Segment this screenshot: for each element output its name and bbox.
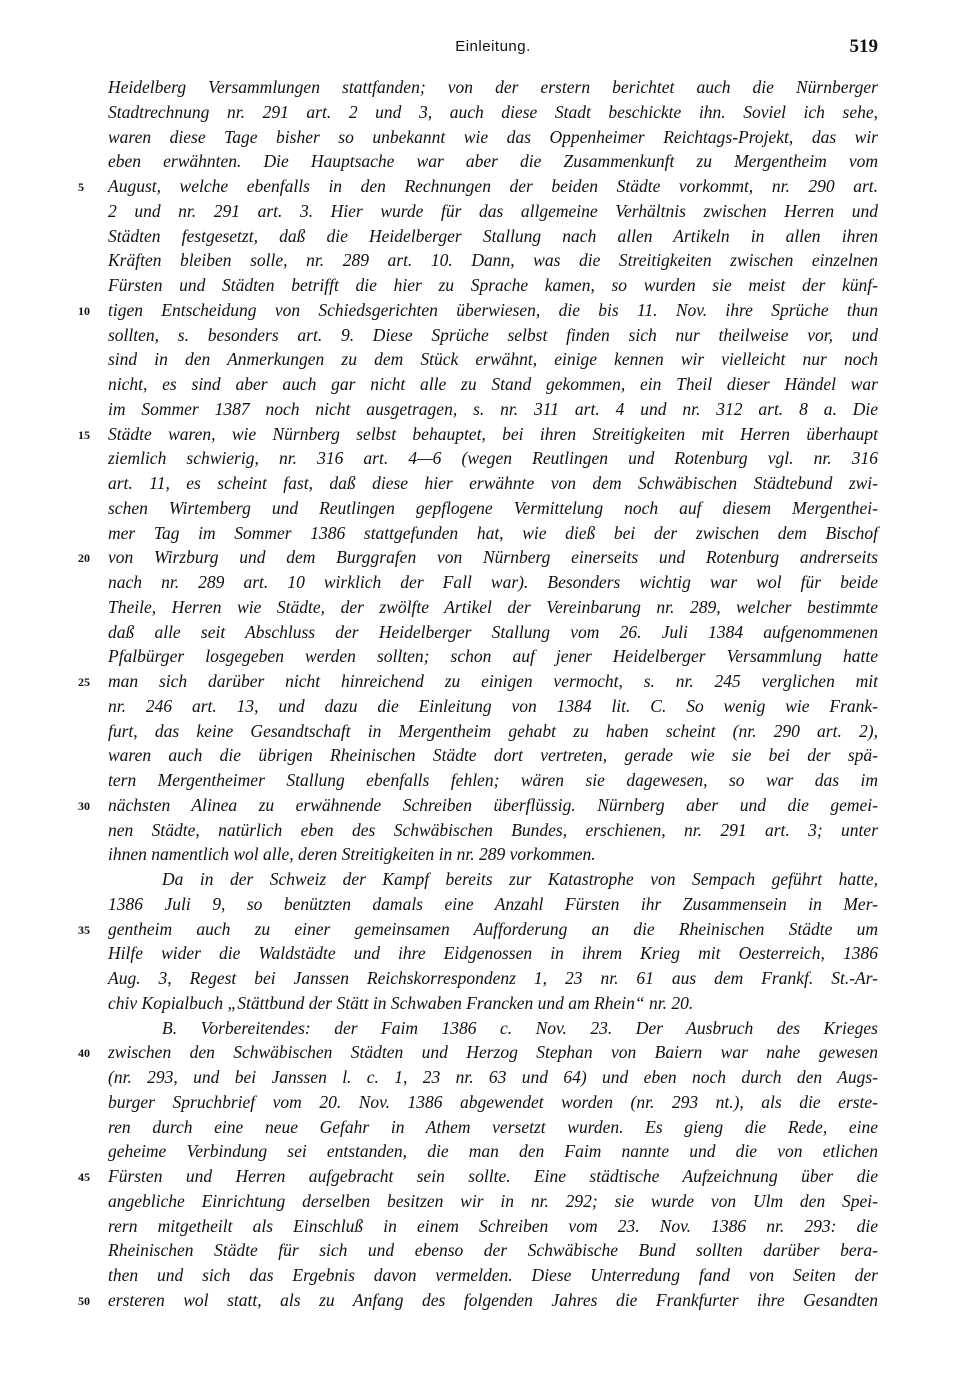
- text-line: [108, 620, 878, 645]
- line-text: burger Spruchbrief vom 20. Nov. 1386 abgewendet worden (nr. 293 nt.), als die erste-: [108, 1091, 878, 1112]
- line-text: eben erwähnten. Die Hauptsache war aber die Zusammenkunft zu Mergentheim vom: [108, 151, 878, 172]
- text-line: [108, 694, 878, 719]
- text-line: [108, 471, 878, 496]
- text-line: [78, 1288, 878, 1313]
- line-text: 2 und nr. 291 art. 3. Hier wurde für das allgemeine Verhältnis zwischen Herren und: [108, 200, 878, 221]
- line-text: angebliche Einrichtung derselben besitzen wir in nr. 292; sie wurde von Ulm den Spei-: [108, 1190, 878, 1211]
- line-text: geheime Verbindung sei entstanden, die man den Faim nannte und die von etlichen: [108, 1141, 878, 1162]
- line-number: 15: [78, 427, 90, 442]
- line-text: Stadtrechnung nr. 291 art. 2 und 3, auch diese Stadt beschickte ihn. Soviel ich sehe,: [108, 101, 878, 122]
- text-line: [78, 174, 878, 199]
- line-number: 25: [78, 675, 90, 689]
- line-number: 50: [78, 1293, 90, 1308]
- line-text: nicht, es sind aber auch gar nicht alle zu Stand gekommen, ein Theil dieser Händel war: [108, 374, 878, 394]
- line-text: im Sommer 1387 noch nicht ausgetragen, s. nr. 311 art. 4 und nr. 312 art. 8 a. Die: [108, 398, 878, 419]
- line-text: ziemlich schwierig, nr. 316 art. 4—6 (wegen Reutlingen und Rotenburg vgl. nr. 316: [108, 448, 878, 469]
- text-line: [108, 1189, 878, 1214]
- line-text: August, welche ebenfalls in den Rechnungen der beiden Städte vorkommt, nr. 290 art.: [108, 176, 878, 196]
- line-text: nach nr. 289 art. 10 wirklich der Fall war). Besonders wichtig war wol für beide: [108, 572, 878, 592]
- line-text: schen Wirtemberg und Reutlingen gepflogene Vermittelung noch auf diesem Mergenthei-: [108, 497, 878, 518]
- line-number: 20: [78, 551, 90, 566]
- line-text: tigen Entscheidung von Schiedsgerichten überwiesen, die bis 11. Nov. ihre Sprüche thun: [108, 299, 878, 320]
- line-text: sollten, s. besonders art. 9. Diese Sprüche selbst finden sich nur theilweise vor, und: [108, 324, 878, 345]
- line-number: 40: [78, 1046, 90, 1061]
- text-line: [108, 273, 878, 298]
- line-text: von Wirzburg und dem Burggrafen von Nürnberg einerseits und Rotenburg andrerseits: [108, 547, 878, 568]
- line-text: ren durch eine neue Gefahr in Athem versetzt wurden. Es gieng die Rede, eine: [108, 1116, 878, 1137]
- line-text: furt, das keine Gesandtschaft in Mergentheim gehabt zu haben scheint (nr. 290 art. 2),: [108, 720, 878, 741]
- text-line: [78, 1040, 878, 1065]
- text-line: [108, 892, 878, 917]
- line-text: (nr. 293, und bei Janssen l. c. 1, 23 nr. 63 und 64) und eben noch durch den Augs-: [108, 1067, 878, 1087]
- text-line: [108, 595, 878, 620]
- text-line: [108, 1139, 878, 1164]
- line-text: daß alle seit Abschluss der Heidelberger Stallung vom 26. Juli 1384 aufgenommenen: [108, 621, 878, 642]
- line-number: 10: [78, 303, 90, 318]
- line-text: Aug. 3, Regest bei Janssen Reichskorrespondenz 1, 23 nr. 61 aus dem Frankf. St.-Ar-: [108, 968, 878, 988]
- text-line: [108, 496, 878, 521]
- line-text: nr. 246 art. 13, und dazu die Einleitung von 1384 lit. C. So wenig wie Frank-: [108, 695, 878, 716]
- line-text: tern Mergentheimer Stallung ebenfalls fehlen; wären sie dagewesen, so war das im: [108, 770, 878, 790]
- line-text: then und sich das Ergebnis davon vermelden. Diese Unterredung fand von Seiten der: [108, 1265, 878, 1285]
- text-line: [108, 1115, 878, 1140]
- text-line: [108, 100, 878, 125]
- text-line: [108, 570, 878, 595]
- text-line: [108, 966, 878, 991]
- line-text: waren auch die übrigen Rheinischen Städte dort vertreten, gerade wie sie bei der spä-: [108, 745, 878, 766]
- line-number: 45: [78, 1170, 90, 1184]
- line-number: 35: [78, 922, 90, 937]
- line-text: gentheim auch zu einer gemeinsamen Aufforderung an die Rheinischen Städte um: [108, 918, 878, 939]
- text-line: [78, 422, 878, 447]
- line-text: Theile, Herren wie Städte, der zwölfte Artikel der Vereinbarung nr. 289, welcher bestimmte: [108, 596, 878, 617]
- text-line: [108, 818, 878, 843]
- text-line: [108, 1214, 878, 1239]
- line-text: Städten festgesetzt, daß die Heidelberger Stallung nach allen Artikeln in allen ihren: [108, 225, 878, 246]
- text-line: [108, 199, 878, 224]
- line-text: Heidelberg Versammlungen stattfanden; von der erstern berichtet auch die Nürnberger: [108, 77, 878, 97]
- text-line: [108, 1016, 878, 1041]
- line-text: Hilfe wider die Waldstädte und ihre Eidgenossen in ihrem Krieg mit Oesterreich, 1386: [108, 943, 878, 964]
- line-text: Städte waren, wie Nürnberg selbst behauptet, bei ihren Streitigkeiten mit Herren überhaupt: [108, 423, 878, 444]
- text-line: [108, 1238, 878, 1263]
- line-text: nächsten Alinea zu erwähnende Schreiben überflüssig. Nürnberg aber und die gemei-: [108, 794, 878, 815]
- line-number: 5: [78, 180, 84, 194]
- line-text: rern mitgetheilt als Einschluß in einem Schreiben vom 23. Nov. 1386 nr. 293: die: [108, 1215, 878, 1236]
- text-line: [108, 1090, 878, 1115]
- text-line: [108, 397, 878, 422]
- text-line: [108, 446, 878, 471]
- text-line: [78, 1164, 878, 1189]
- line-text: ihnen namentlich wol alle, deren Streitigkeiten in nr. 289 vorkommen.: [108, 844, 596, 865]
- line-text: 1386 Juli 9, so benützten damals eine Anzahl Fürsten ihr Zusammensein in Mer-: [108, 893, 878, 914]
- text-line: [108, 521, 878, 546]
- line-text: Fürsten und Städten betrifft die hier zu Sprache kamen, so wurden sie meist der künf-: [108, 275, 878, 295]
- text-line: [108, 224, 878, 249]
- text-line: [108, 323, 878, 348]
- text-line: [78, 298, 878, 323]
- line-number: 30: [78, 798, 90, 813]
- body-text: [78, 75, 878, 1313]
- line-text: waren diese Tage bisher so unbekannt wie das Oppenheimer Reichtags-Projekt, das wir: [108, 126, 878, 147]
- line-text: B. Vorbereitendes: der Faim 1386 c. Nov. 23. Der Ausbruch des Krieges: [162, 1017, 878, 1038]
- page-number: 519: [849, 36, 878, 57]
- running-header: [108, 38, 878, 60]
- text-line: [108, 768, 878, 793]
- line-text: Fürsten und Herren aufgebracht sein sollte. Eine städtische Aufzeichnung über die: [108, 1166, 878, 1186]
- line-text: Kräften bleiben solle, nr. 289 art. 10. Dann, was die Streitigkeiten zwischen einzelnen: [108, 250, 878, 271]
- text-line: [108, 149, 878, 174]
- line-text: nen Städte, natürlich eben des Schwäbischen Bundes, erschienen, nr. 291 art. 3; unter: [108, 819, 878, 840]
- text-line: [78, 793, 878, 818]
- text-line: [108, 743, 878, 768]
- line-text: chiv Kopialbuch „Stättbund der Stätt in Schwaben Francken und am Rhein“ nr. 20.: [108, 992, 694, 1013]
- text-line: [108, 644, 878, 669]
- line-text: Pfalbürger losgegeben werden sollten; schon auf jener Heidelberger Versammlung hatte: [108, 646, 878, 667]
- text-line: [108, 719, 878, 744]
- text-line: [108, 1065, 878, 1090]
- line-text: zwischen den Schwäbischen Städten und Herzog Stephan von Baiern war nahe gewesen: [108, 1042, 878, 1063]
- text-line: [108, 842, 878, 867]
- text-line: [108, 75, 878, 100]
- page-title: Einleitung.: [455, 38, 531, 55]
- text-line: [78, 917, 878, 942]
- line-text: Rheinischen Städte für sich und ebenso der Schwäbische Bund sollten darüber bera-: [108, 1240, 878, 1261]
- text-line: [108, 248, 878, 273]
- text-line: [78, 545, 878, 570]
- text-line: [108, 991, 878, 1016]
- text-line: [108, 1263, 878, 1288]
- line-text: Da in der Schweiz der Kampf bereits zur Katastrophe von Sempach geführt hatte,: [162, 869, 878, 889]
- line-text: ersteren wol statt, als zu Anfang des folgenden Jahres die Frankfurter ihre Gesandten: [108, 1289, 878, 1310]
- line-text: mer Tag im Sommer 1386 stattgefunden hat, wie dieß bei der zwischen dem Bischof: [108, 522, 878, 543]
- text-line: [108, 347, 878, 372]
- text-line: [108, 867, 878, 892]
- line-text: sind in den Anmerkungen zu dem Stück erwähnt, einige kennen wir vielleicht nur noch: [108, 349, 878, 370]
- text-line: [108, 941, 878, 966]
- text-line: [108, 372, 878, 397]
- text-line: [108, 125, 878, 150]
- text-line: [78, 669, 878, 694]
- line-text: art. 11, es scheint fast, daß diese hier erwähnte von dem Schwäbischen Städtebund zwi-: [108, 473, 878, 493]
- line-text: man sich darüber nicht hinreichend zu einigen vermocht, s. nr. 245 verglichen mit: [108, 671, 878, 691]
